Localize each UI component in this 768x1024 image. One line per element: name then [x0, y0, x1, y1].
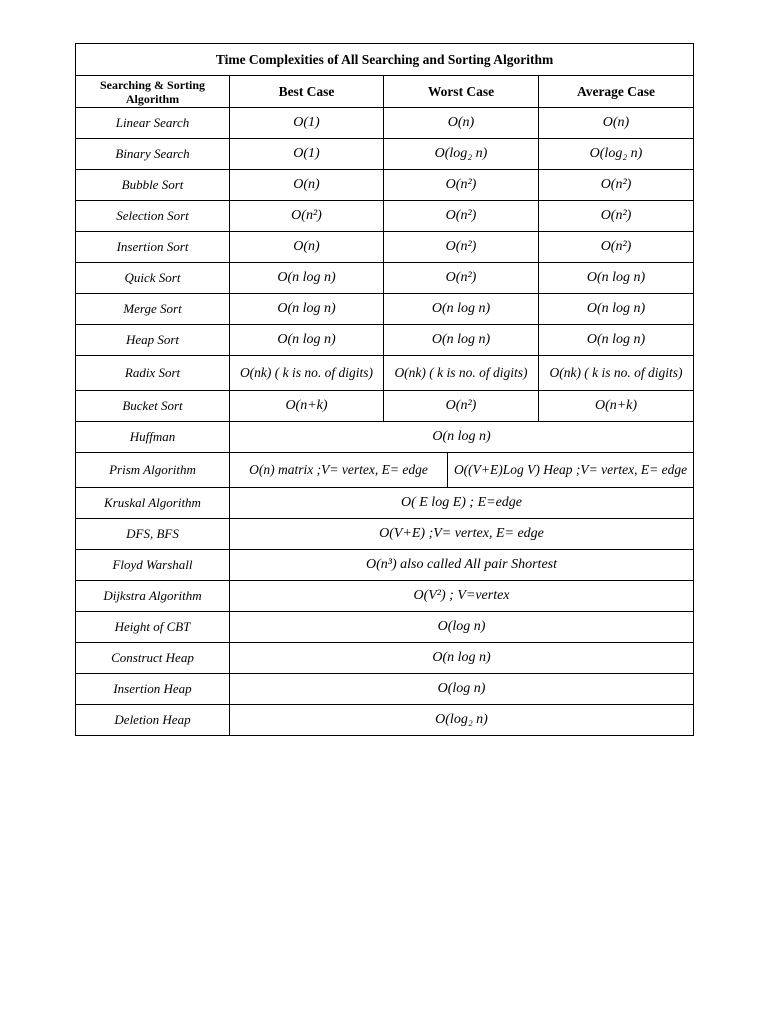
- prism-matrix-value: O(n) matrix ;V= vertex, E= edge: [230, 453, 448, 487]
- algorithm-name: Merge Sort: [76, 294, 230, 325]
- best-case-value: O(1): [230, 108, 384, 139]
- table-row: [76, 325, 694, 356]
- table-row: [76, 108, 694, 139]
- best-case-value: O(n+k): [230, 391, 384, 422]
- table-row: [76, 170, 694, 201]
- best-case-value: O(n log n): [230, 294, 384, 325]
- table-row: [76, 643, 694, 674]
- algorithm-name: Height of CBT: [76, 612, 230, 643]
- algorithm-name: Insertion Heap: [76, 674, 230, 705]
- table-row: [76, 581, 694, 612]
- algorithm-name: Bucket Sort: [76, 391, 230, 422]
- algorithm-name: Selection Sort: [76, 201, 230, 232]
- average-case-value: O(n²): [539, 232, 694, 263]
- best-case-value: O(nk) ( k is no. of digits): [230, 356, 384, 391]
- best-case-value: O(1): [230, 139, 384, 170]
- complexity-table: [75, 43, 694, 736]
- algorithm-name: Huffman: [76, 422, 230, 453]
- complexity-value: O(log n): [230, 674, 694, 705]
- average-case-value: O(n+k): [539, 391, 694, 422]
- complexity-value: O(log n): [230, 612, 694, 643]
- table-row: [76, 391, 694, 422]
- header-average-case: Average Case: [539, 76, 694, 108]
- algorithm-name: Insertion Sort: [76, 232, 230, 263]
- complexity-value: O(log₂ n): [230, 705, 694, 736]
- worst-case-value: O(n²): [384, 201, 539, 232]
- prism-split-cell: [230, 453, 694, 488]
- worst-case-value: O(n²): [384, 232, 539, 263]
- complexity-value: O(V+E) ;V= vertex, E= edge: [230, 519, 694, 550]
- table-row: [76, 612, 694, 643]
- header-best-case: Best Case: [230, 76, 384, 108]
- algorithm-name: Bubble Sort: [76, 170, 230, 201]
- best-case-value: O(n): [230, 232, 384, 263]
- table-row: [76, 453, 694, 488]
- algorithm-name: Binary Search: [76, 139, 230, 170]
- average-case-value: O(n²): [539, 201, 694, 232]
- worst-case-value: O(nk) ( k is no. of digits): [384, 356, 539, 391]
- complexity-value: O( E log E) ; E=edge: [230, 488, 694, 519]
- table-row: [76, 519, 694, 550]
- worst-case-value: O(n): [384, 108, 539, 139]
- algorithm-name: Heap Sort: [76, 325, 230, 356]
- average-case-value: O(n): [539, 108, 694, 139]
- worst-case-value: O(n log n): [384, 325, 539, 356]
- worst-case-value: O(n²): [384, 391, 539, 422]
- algorithm-name: Linear Search: [76, 108, 230, 139]
- table-row: [76, 674, 694, 705]
- worst-case-value: O(n²): [384, 263, 539, 294]
- best-case-value: O(n): [230, 170, 384, 201]
- algorithm-name: Prism Algorithm: [76, 453, 230, 488]
- algorithm-name: Radix Sort: [76, 356, 230, 391]
- header-algorithm: Searching & Sorting Algorithm: [76, 76, 230, 108]
- table-row: [76, 139, 694, 170]
- prism-heap-value: O((V+E)Log V) Heap ;V= vertex, E= edge: [453, 462, 688, 477]
- worst-case-value: O(n²): [384, 170, 539, 201]
- table-row: [76, 232, 694, 263]
- table-row: [76, 201, 694, 232]
- table-row: [76, 422, 694, 453]
- average-case-value: O(nk) ( k is no. of digits): [539, 356, 694, 391]
- algorithm-name: Construct Heap: [76, 643, 230, 674]
- table-row: [76, 356, 694, 391]
- table-row: [76, 263, 694, 294]
- best-case-value: O(n log n): [230, 325, 384, 356]
- average-case-value: O(n log n): [539, 263, 694, 294]
- table-row: [76, 488, 694, 519]
- worst-case-value: O(n log n): [384, 294, 539, 325]
- algorithm-name: Dijkstra Algorithm: [76, 581, 230, 612]
- algorithm-name: Floyd Warshall: [76, 550, 230, 581]
- complexity-value: O(n³) also called All pair Shortest: [230, 550, 694, 581]
- average-case-value: O(n log n): [539, 325, 694, 356]
- best-case-value: O(n²): [230, 201, 384, 232]
- algorithm-name: Quick Sort: [76, 263, 230, 294]
- average-case-value: O(log₂ n): [539, 139, 694, 170]
- algorithm-name: Deletion Heap: [76, 705, 230, 736]
- header-worst-case: Worst Case: [384, 76, 539, 108]
- complexity-value: O(n log n): [230, 643, 694, 674]
- table-title: Time Complexities of All Searching and Sorting Algorithm: [76, 44, 694, 76]
- complexity-value: O(V²) ; V=vertex: [230, 581, 694, 612]
- prism-split: [230, 453, 693, 487]
- average-case-value: O(n log n): [539, 294, 694, 325]
- complexity-value: O(n log n): [230, 422, 694, 453]
- algorithm-name: DFS, BFS: [76, 519, 230, 550]
- algorithm-name: Kruskal Algorithm: [76, 488, 230, 519]
- best-case-value: O(n log n): [230, 263, 384, 294]
- table-row: [76, 550, 694, 581]
- table-row: [76, 705, 694, 736]
- average-case-value: O(n²): [539, 170, 694, 201]
- worst-case-value: O(log₂ n): [384, 139, 539, 170]
- table-row: [76, 294, 694, 325]
